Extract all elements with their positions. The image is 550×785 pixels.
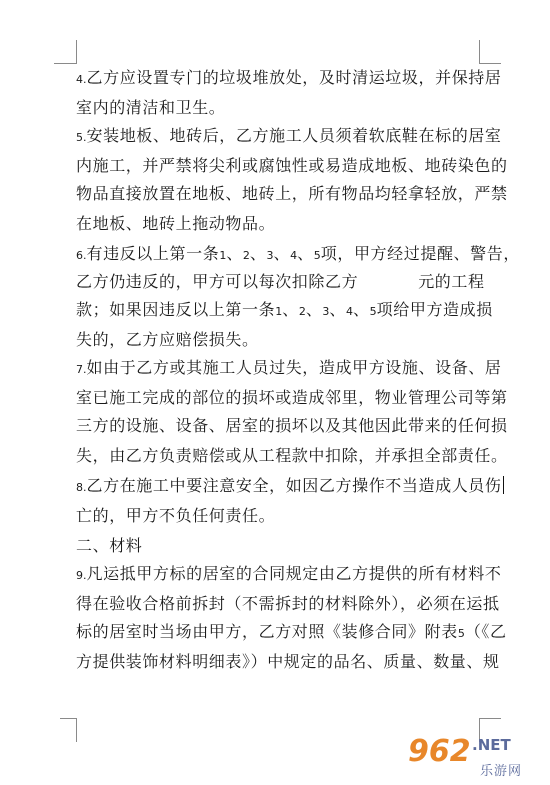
clause-line-8 bbox=[76, 476, 502, 498]
line-text: 乙方在施工中要注意安全，如因乙方操作不当造成人员伤 bbox=[86, 476, 502, 495]
crop-mark-bottom-left-h bbox=[60, 718, 76, 719]
text-line bbox=[76, 156, 508, 176]
watermark-site-name: 乐游网 bbox=[480, 764, 523, 779]
line-text: 在地板、地砖上拖动物品。 bbox=[76, 214, 276, 233]
text-line bbox=[76, 622, 507, 644]
clause-number: 9. bbox=[76, 569, 87, 582]
text-line bbox=[76, 98, 496, 118]
crop-mark-top-left-h bbox=[54, 63, 76, 64]
text-line bbox=[76, 506, 496, 526]
clause-line-6 bbox=[76, 244, 520, 266]
text-line bbox=[76, 446, 508, 466]
line-text-tail: 元的工程 bbox=[418, 272, 485, 291]
text-cursor bbox=[503, 476, 504, 494]
text-line bbox=[76, 272, 496, 292]
clause-line-7 bbox=[76, 358, 502, 380]
clause-line-9 bbox=[76, 564, 502, 586]
clause-number: 6. bbox=[76, 249, 87, 262]
site-watermark-logo bbox=[404, 733, 544, 781]
crop-mark-top-left bbox=[76, 40, 77, 64]
line-text: 标的居室时当场由甲方，乙方对照《装修合同》附表5（《乙 bbox=[76, 622, 507, 641]
clause-number: 8. bbox=[76, 481, 87, 494]
line-text: 乙方应设置专门的垃圾堆放处，及时清运垃圾，并保持居 bbox=[86, 68, 502, 87]
line-text: 安装地板、地砖后，乙方施工人员须着软底鞋在标的居室 bbox=[86, 126, 502, 145]
line-text: 内施工，并严禁将尖利或腐蚀性或易造成地板、地砖染色的 bbox=[76, 156, 508, 175]
line-text: 二、材料 bbox=[76, 536, 143, 555]
clause-line-5 bbox=[76, 126, 502, 148]
line-text: 得在验收合格前拆封（不需拆封的材料除外），必须在运抵 bbox=[76, 594, 500, 613]
text-line bbox=[76, 416, 508, 436]
line-text: 三方的设施、设备、居室的损坏以及其他因此带来的任何损 bbox=[76, 416, 508, 435]
watermark-suffix: .NET bbox=[472, 736, 511, 754]
text-line bbox=[76, 536, 496, 556]
text-line bbox=[76, 388, 508, 408]
text-line bbox=[76, 594, 500, 614]
text-line bbox=[76, 330, 496, 350]
line-text: 有违反以上第一条1、2、3、4、5项，甲方经过提醒、警告， bbox=[86, 244, 520, 263]
clause-line-4 bbox=[76, 68, 502, 90]
line-text: 亡的，甲方不负任何责任。 bbox=[76, 506, 276, 525]
line-text: 乙方仍违反的，甲方可以每次扣除乙方 bbox=[76, 272, 359, 291]
crop-mark-bottom-left bbox=[76, 718, 77, 742]
line-text: 凡运抵甲方标的居室的合同规定由乙方提供的所有材料不 bbox=[86, 564, 502, 583]
line-text: 失的，乙方应赔偿损失。 bbox=[76, 330, 259, 349]
text-line bbox=[76, 214, 496, 234]
line-text: 失，由乙方负责赔偿或从工程款中扣除，并承担全部责任。 bbox=[76, 446, 508, 465]
text-line bbox=[76, 300, 496, 322]
line-text: 室内的清洁和卫生。 bbox=[76, 98, 226, 117]
clause-number: 5. bbox=[76, 131, 87, 144]
line-text: 方提供装饰材料明细表》）中规定的品名、质量、数量、规 bbox=[76, 652, 500, 671]
line-text: 如由于乙方或其施工人员过失，造成甲方设施、设备、居 bbox=[86, 358, 502, 377]
line-text: 物品直接放置在地板、地砖上，所有物品均轻拿轻放，严禁 bbox=[76, 184, 508, 203]
text-line bbox=[76, 652, 500, 672]
crop-mark-top-right bbox=[479, 40, 480, 64]
text-line bbox=[76, 184, 508, 204]
line-text: 款；如果因违反以上第一条1、2、3、4、5项给甲方造成损 bbox=[76, 300, 493, 319]
crop-mark-top-right-h bbox=[479, 63, 501, 64]
clause-number: 7. bbox=[76, 363, 87, 376]
clause-number: 4. bbox=[76, 73, 87, 86]
watermark-number: 962 bbox=[408, 734, 471, 769]
crop-mark-bottom-right-h bbox=[479, 718, 501, 719]
line-text: 室已施工完成的部位的损坏或造成邻里，物业管理公司等第 bbox=[76, 388, 508, 407]
